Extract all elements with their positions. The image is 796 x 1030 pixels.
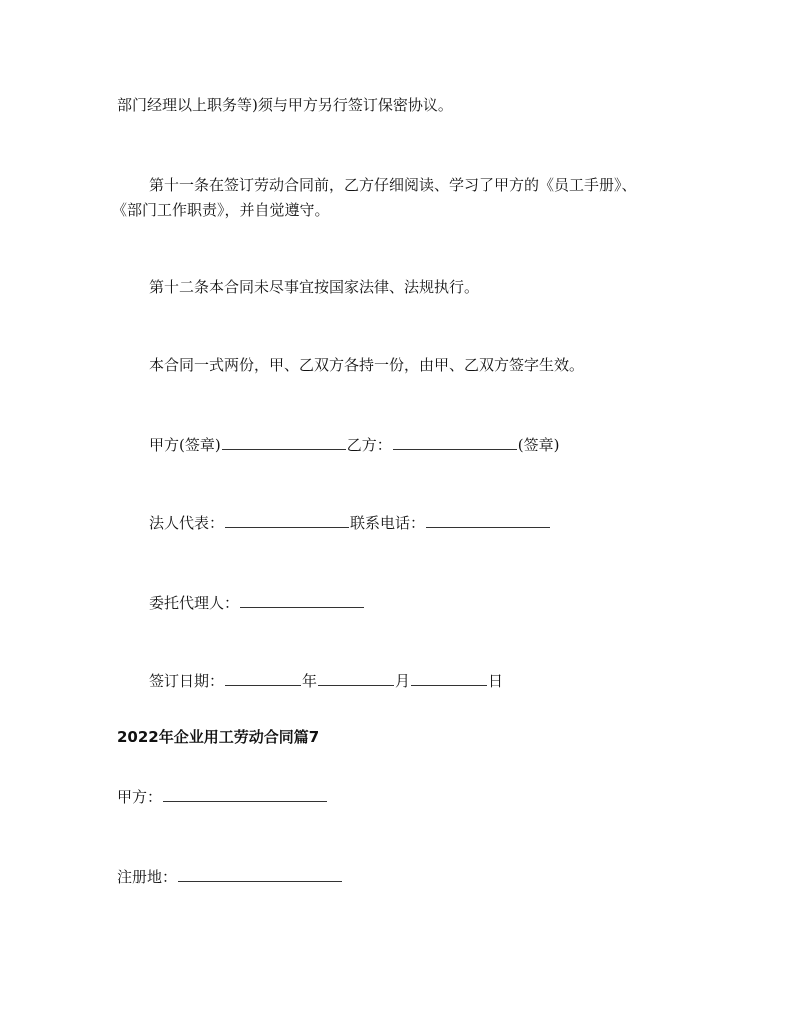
phone-blank <box>426 512 550 528</box>
party-a-blank <box>222 434 346 450</box>
clause-12: 第十二条本合同未尽事宜按国家法律、法规执行。 <box>149 278 480 296</box>
new-party-a-blank <box>163 786 327 802</box>
registered-address-label: 注册地： <box>117 868 178 886</box>
year-label: 年 <box>302 672 318 690</box>
agent-blank <box>240 592 364 608</box>
legal-rep-line <box>149 512 551 533</box>
phone-label: 联系电话： <box>350 514 426 532</box>
new-party-a-line <box>117 786 328 807</box>
month-blank <box>318 670 394 686</box>
registered-address-line <box>117 866 343 887</box>
party-signature-line <box>149 434 559 455</box>
agent-line <box>149 592 365 613</box>
sign-date-label: 签订日期： <box>149 672 225 690</box>
party-b-seal-label: (签章) <box>517 436 560 454</box>
party-b-label: 乙方： <box>346 436 392 454</box>
party-a-seal-label: 甲方(签章) <box>149 436 221 454</box>
legal-rep-label: 法人代表： <box>149 514 225 532</box>
agent-label: 委托代理人： <box>149 594 240 612</box>
party-b-blank <box>393 434 517 450</box>
month-label: 月 <box>395 672 411 690</box>
clause-11-line-2: 《部门工作职责》，并自觉遵守。 <box>112 201 330 219</box>
new-party-a-label: 甲方： <box>117 788 163 806</box>
legal-rep-blank <box>225 512 349 528</box>
copies-note: 本合同一式两份，甲、乙双方各持一份，由甲、乙双方签字生效。 <box>149 356 585 374</box>
clause-11-line-1: 第十一条在签订劳动合同前，乙方仔细阅读、学习了甲方的《员工手册》、 <box>149 176 637 194</box>
day-blank <box>411 670 487 686</box>
year-blank <box>225 670 301 686</box>
clause-10-ending: 部门经理以上职务等)须与甲方另行签订保密协议。 <box>117 96 453 114</box>
sign-date-line <box>149 670 503 691</box>
registered-address-blank <box>178 866 342 882</box>
day-label: 日 <box>488 672 504 690</box>
section-title: 2022年企业用工劳动合同篇7 <box>117 728 320 746</box>
